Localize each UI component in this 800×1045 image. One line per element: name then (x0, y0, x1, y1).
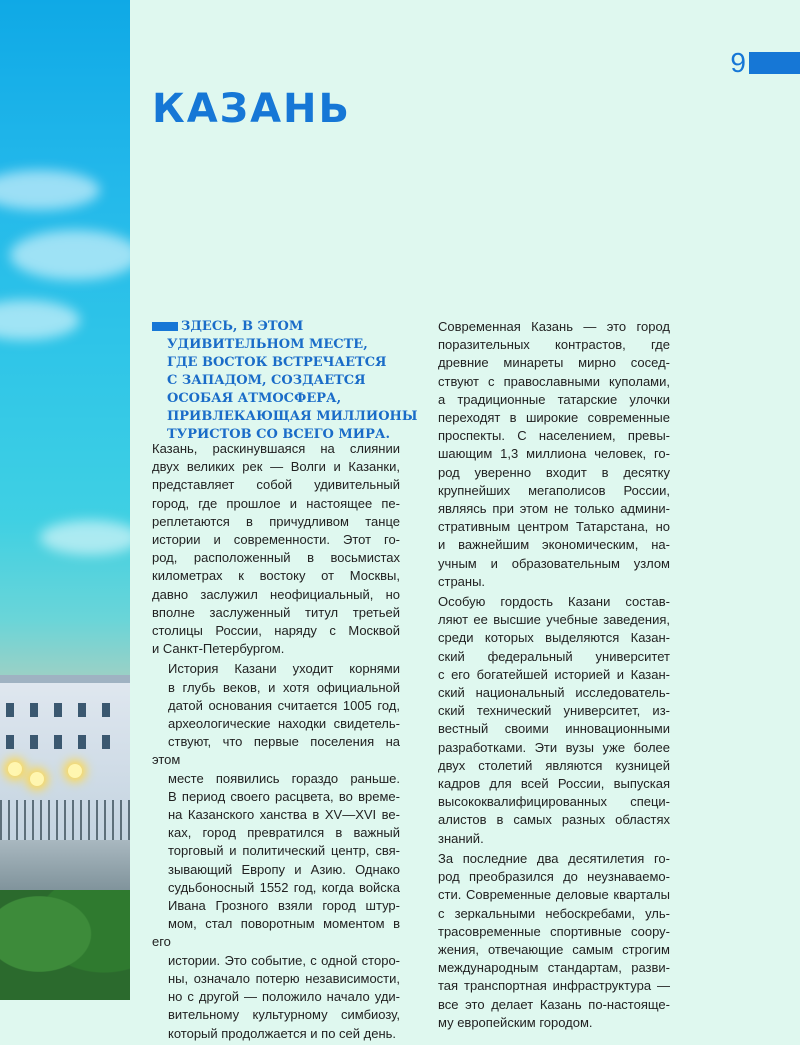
text-line: трасовременные спортивные соору- (438, 923, 670, 939)
text-line: километрах к востоку от Москвы, (152, 568, 400, 584)
lead-line: ОСОБАЯ АТМОСФЕРА, (167, 391, 342, 406)
text-line: являясь при этом не только админи- (438, 501, 670, 517)
text-line: Особую гордость Казани состав- (438, 594, 670, 610)
text-line: В период своего расцвета, во време- (168, 788, 400, 804)
text-line: представляет собой удивительный (152, 477, 400, 493)
page-number: 9 (730, 47, 746, 78)
text-line: истории и современности. Этот го- (152, 532, 400, 548)
text-line: археологические находки свидетель- (168, 716, 400, 732)
text-line: Казань, раскинувшаяся на слиянии (152, 441, 400, 456)
text-line: высококвалифицированных специ- (438, 794, 670, 810)
text-line: проспекты. С населением, превы- (438, 428, 670, 444)
text-line: истории. Это событие, с одной сторо- (168, 952, 400, 968)
text-line: знаний. (438, 830, 484, 846)
text-line: род преобразился до неузнаваемо- (438, 869, 670, 885)
text-line: в глубь веков, и хотя официальной (168, 679, 400, 695)
text-line: и важнейшим экономическим, на- (438, 537, 670, 553)
text-line: и Санкт-Петербургом. (152, 641, 285, 657)
text-line: му европейским городом. (438, 1014, 593, 1030)
text-line: ский технический университет, из- (438, 703, 670, 719)
text-line: давно заслужил неофициальный, но (152, 586, 400, 602)
text-line: но с другой — положило начало уди- (168, 989, 400, 1005)
page-number-bar (749, 52, 800, 74)
text-line: двух великих рек — Волги и Казанки, (152, 459, 400, 475)
text-line: зывающий Европу и Азию. Однако (168, 861, 400, 877)
paragraph (422, 593, 670, 848)
text-line: торговый и политический центр, свя- (168, 843, 400, 859)
lead-quote (167, 318, 418, 444)
left-column (152, 440, 400, 1045)
text-line: двух столетий являются кузницей (438, 757, 670, 773)
text-line: переходят в широкие современные (438, 410, 670, 426)
right-column (422, 318, 670, 1034)
lead-line: ЗДЕСЬ, В ЭТОМ (181, 319, 304, 334)
paragraph (152, 440, 400, 658)
lead-line: С ЗАПАДОМ, СОЗДАЕТСЯ (167, 373, 366, 388)
text-line: ствуют с православными куполами, (438, 373, 670, 389)
text-line: ках, город превратился в важный (168, 825, 400, 841)
text-line: месте появились гораздо раньше. (168, 770, 400, 786)
text-line: реплетаются в причудливом танце (152, 513, 400, 529)
paragraph (422, 318, 670, 591)
text-line: шающим 1,3 миллиона человек, го- (438, 446, 670, 462)
lead-line: ПРИВЛЕКАЮЩАЯ МИЛЛИОНЫ (167, 409, 418, 424)
text-line: город, где прошлое и настоящее пе- (152, 495, 400, 511)
text-line: с зеркальными небоскребами, уль- (438, 905, 670, 921)
text-line: Современная Казань — это город (438, 319, 670, 334)
lead-line: УДИВИТЕЛЬНОМ МЕСТЕ, (167, 337, 368, 352)
text-line: ский национальный исследователь- (438, 685, 670, 701)
text-line: крупнейших мегаполисов России, (438, 482, 670, 498)
paragraph (422, 850, 670, 1032)
text-line: столицы России, наряду с Москвой (152, 623, 400, 639)
text-line: все это делает Казань по-настояще- (438, 996, 670, 1012)
paragraph (152, 660, 400, 1042)
text-line: судьбоносный 1552 год, когда войска (168, 879, 400, 895)
text-line: тая транспортная инфраструктура — (438, 978, 670, 994)
text-line: стративным центром Татарстана, но (438, 519, 670, 535)
text-line: который продолжается и по сей день. (168, 1025, 397, 1041)
kazan-photo (0, 0, 130, 1000)
text-line: жения, отвечающие самым строгим (438, 941, 670, 957)
text-line: кадров для всей России, выпуская (438, 776, 670, 792)
text-line: ны, означало потерю независимости, (168, 970, 400, 986)
text-line: ствуют, что первые поселения на этом (152, 734, 400, 768)
text-line: страны. (438, 573, 486, 589)
text-line: поразительных контрастов, где (438, 337, 670, 353)
text-line: с его богатейшей историей и Казан- (438, 666, 670, 682)
text-line: вительному культурному симбиозу, (168, 1007, 400, 1023)
text-line: среди которых выделяются Казан- (438, 630, 670, 646)
text-line: на Казанского ханства в XV—XVI ве- (168, 807, 400, 823)
text-line: учным и образовательным узлом (438, 555, 670, 571)
text-line: ляют ее высшие учебные заведения, (438, 612, 670, 628)
text-line: датой основания считается 1005 год, (168, 697, 400, 713)
text-line: древние минареты мирно сосед- (438, 355, 670, 371)
lead-line: ТУРИСТОВ СО ВСЕГО МИРА. (167, 427, 390, 442)
text-line: род, расположенный в восьмистах (152, 550, 400, 566)
text-line: История Казани уходит корнями (168, 661, 400, 677)
page-title: КАЗАНЬ (152, 86, 351, 132)
text-line: Ивана Грозного взяли город штур- (168, 898, 400, 914)
text-line: вполне заслуженный титул третьей (152, 604, 400, 620)
text-line: За последние два десятилетия го- (438, 850, 670, 866)
text-line: вестный своими инновационными (438, 721, 670, 737)
text-line: международным стандартам, разви- (438, 960, 670, 976)
text-line: а традиционные татарские улочки (438, 391, 670, 407)
text-line: сти. Современные деловые кварталы (438, 887, 670, 903)
text-line: род уверенно входит в десятку (438, 464, 670, 480)
text-line: ский федеральный университет (438, 648, 670, 664)
text-line: мом, стал поворотным моментом в его (152, 916, 400, 950)
lead-line: ГДЕ ВОСТОК ВСТРЕЧАЕТСЯ (167, 355, 387, 370)
text-line: разработками. Эти вузы уже более (438, 739, 670, 755)
text-line: алистов в самых разных областях (438, 812, 670, 828)
